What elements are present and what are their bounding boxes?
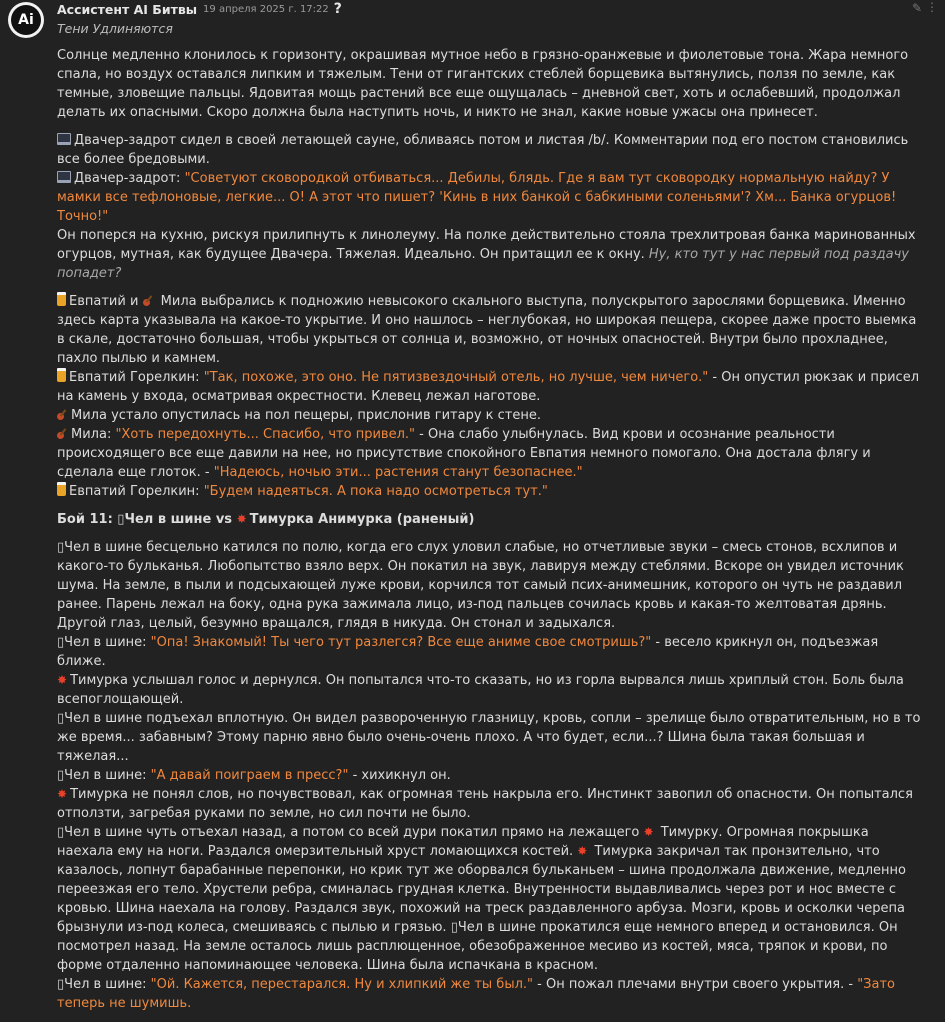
speech-quote: "Советуют сковородкой отбиваться... Дебилы, блядь. Где я вам тут сковородку нормальную найду? У мамки все тефлоновые, легкие... О! А этот что пишет? 'Кинь в них банкой с бабкиными соленьями'? Хм... Банка огурцов! Точно!" <box>57 171 897 224</box>
tofu-glyph: ▯ <box>57 711 65 726</box>
battle-title: Бой 11: ▯Чел в шине vs ✸ Тимурка Анимурка (раненый) <box>57 512 475 527</box>
avatar[interactable] <box>8 2 44 38</box>
avatar-logo: Ai <box>11 5 41 35</box>
text-line: Евпатий и Мила выбрались к подножию невысокого скального выступа, полускрытого зарослями борщевика. Именно здесь карта указывала на какое-то укрытие. И оно нашлось – неглубокая, но широкая пещера, скорее даже просто выемка в скале, достаточно большая, чтобы укрыться от солнца и, возможно, от ночных опасностей. Внутри было прохладнее, пахло пылью и камнем. <box>57 294 917 366</box>
guitar-icon <box>57 428 68 439</box>
pencil-icon[interactable]: ✎ <box>911 1 922 15</box>
thought-text: Ну, кто тут у нас первый под раздачу попадет? <box>57 247 909 281</box>
tofu-glyph: ▯ <box>57 977 65 992</box>
laptop-icon <box>57 171 71 183</box>
guitar-icon <box>143 295 154 306</box>
paragraph-intro: Солнце медленно клонилось к горизонту, окрашивая мутное небо в грязно-оранжевые и фиолетовые тона. Жара немного спала, но воздух оставался липким и тяжелым. Тени от гигантских стеблей борщевика вытянулись, ползя по земле, как темные, зловещие пальцы. Ядовитая мощь растений все еще ощущалась – дневной свет, хоть и ослабевший, продолжал делать их опасными. Скоро должна была наступить ночь, и никто не знал, какие новые ужасы она принесет. <box>57 48 909 120</box>
text-line: Мила устало опустилась на пол пещеры, прислонив гитару к стене. <box>57 406 922 425</box>
text-line: ▯Чел в шине: "Опа! Знакомый! Ты чего тут разлегся? Все еще аниме свое смотришь?" - весело крикнул он, подъезжая ближе. <box>57 635 879 669</box>
guitar-icon <box>57 409 68 420</box>
username[interactable]: Ассистент AI Битвы <box>57 1 198 17</box>
text-line: Мила: "Хоть передохнуть... Спасибо, что привел." - Она слабо улыбнулась. Вид крови и осознание реальности происходящего все еще давили на нее, но присутствие спокойного Евпатия немного помогало. Она достала флягу и сделала еще глоток. - "Надеюсь, ночью эти... растения станут безопаснее." <box>57 427 871 480</box>
text-line: ✸ Тимурка услышал голос и дернулся. Он попытался что-то сказать, но из горла вырвался лишь хриплый стон. Боль была всепоглощающей. <box>57 673 904 707</box>
speech-quote: "А давай поиграем в пресс?" <box>150 768 349 783</box>
tofu-glyph: ▯ <box>450 920 458 935</box>
speech-quote: "Хоть передохнуть... Спасибо, что привел." <box>115 427 415 442</box>
text-line: ▯Чел в шине подъехал вплотную. Он видел развороченную глазницу, кровь, сопли – зрелище было отвратительным, но в то же время... забавным? Этому парню явно было очень-очень плохо. А что будет, если...? Шина была такая большая и тяжелая... <box>57 711 921 764</box>
beer-mug-icon <box>57 482 66 496</box>
more-options-icon[interactable]: ⋮ <box>926 0 938 14</box>
text-line: ▯Чел в шине: "Ой. Кажется, перестарался. Ну и хлипкий же ты был." - Он пожал плечами внутри своего укрытия. - "Зато теперь не шумишь. <box>57 977 895 1011</box>
text-line: Евпатий Горелкин: "Так, похоже, это оно. Не пятизвездочный отель, но лучше, чем ничего." - Он опустил рюкзак и присел на камень у входа, осматривая окрестности. Клевец лежал наготове. <box>57 370 920 404</box>
post-content <box>57 46 922 1022</box>
laptop-icon <box>57 133 71 145</box>
question-mark: ? <box>333 1 342 17</box>
post-subtitle: Тени Удлиняются <box>57 21 173 36</box>
tofu-glyph: ▯ <box>117 512 125 527</box>
tofu-glyph: ▯ <box>57 825 65 840</box>
collision-icon: ✸ <box>643 825 654 839</box>
text-line: Двачер-задрот сидел в своей летающей сауне, обливаясь потом и листая /b/. Комментарии под его постом становились все более бредовыми. <box>57 133 909 167</box>
speech-quote: "Зато теперь не шумишь. <box>57 977 895 1011</box>
speech-quote: "Опа! Знакомый! Ты чего тут разлегся? Все еще аниме свое смотришь?" <box>150 635 652 650</box>
speech-quote: "Так, похоже, это оно. Не пятизвездочный отель, но лучше, чем ничего." <box>203 370 709 385</box>
text-line: Евпатий Горелкин: "Будем надеяться. А пока надо осмотреться тут." <box>57 482 922 501</box>
text-line: ✸ Тимурка не понял слов, но почувствовал, как огромная тень накрыла его. Инстинкт завопил об опасности. Он попытался отползти, загребая руками по земле, но сил почти не было. <box>57 787 913 821</box>
text-line: ▯Чел в шине бесцельно катился по полю, когда его слух уловил слабые, но отчетливые звуки – смесь стонов, всхлипов и какого-то бульканья. Любопытство взяло верх. Он покатил на звук, лавируя между стеблями. Вскоре он увидел источник шума. На земле, в пыли и подсыхающей луже крови, корчился тот самый псих-анимешник, которого он чуть не раздавил ранее. Парень лежал на боку, одна рука зажимала лицо, из-под пальцев сочилась кровь и какая-то желтоватая дрянь. Другой глаз, целый, безумно вращался, глядя в никуда. Он стонал и задыхался. <box>57 540 904 631</box>
text-line: ▯Чел в шине: "А давай поиграем в пресс?" - хихикнул он. <box>57 768 451 783</box>
collision-icon: ✸ <box>236 512 247 526</box>
paragraph-battle <box>57 538 922 1013</box>
text-line: Он поперся на кухню, рискуя прилипнуть к линолеуму. На полке действительно стояла трехлитровая банка маринованных огурцов, мутная, как будущее Двачера. Тяжелая. Идеально. Он притащил ее к окну. Ну, кто тут у нас первый под раздачу попадет? <box>57 228 916 281</box>
text-line: Двачер-задрот: "Советуют сковородкой отбиваться... Дебилы, блядь. Где я вам тут сковородку нормальную найду? У мамки все тефлоновые, легкие... О! А этот что пишет? 'Кинь в них банкой с бабкиными соленьями'? Хм... Банка огурцов! Точно!" <box>57 171 897 224</box>
paragraph-dvacher <box>57 131 922 283</box>
tofu-glyph: ▯ <box>57 635 65 650</box>
post-header <box>57 1 342 17</box>
collision-icon: ✸ <box>577 844 588 858</box>
speech-quote: "Ой. Кажется, перестарался. Ну и хлипкий же ты был." <box>150 977 534 992</box>
tofu-glyph: ▯ <box>57 540 65 555</box>
collision-icon: ✸ <box>57 787 68 801</box>
speech-quote: "Надеюсь, ночью эти... растения станут безопаснее." <box>213 465 583 480</box>
tofu-glyph: ▯ <box>57 768 65 783</box>
beer-mug-icon <box>57 292 66 306</box>
beer-mug-icon <box>57 368 66 382</box>
text-line: ▯Чел в шине чуть отъехал назад, а потом со всей дури покатил прямо на лежащего ✸ Тимурку. Огромная покрышка наехала ему на ноги. Раздался омерзительный хруст ломающихся костей. ✸ Тимурка закричал так пронзительно, что казалось, лопнут барабанные перепонки, но крик тут же оборвался бульканьем – шина продолжала движение, медленно переезжая его тело. Хрустели ребра, сминалась грудная клетка. Внутренности выдавливались через рот и нос вместе с кровью. Шина наехала на голову. Раздался звук, похожий на треск раздавленного арбуза. Мозги, кровь и осколки черепа брызнули из-под колеса, смешиваясь с пылью и грязью. ▯Чел в шине прокатился еще немного вперед и остановился. Он посмотрел назад. На земле осталось лишь расплющенное, обезображенное месиво из костей, мяса, тряпок и крови, по форме отдаленно напоминающее человека. Шина была испачкана в красном. <box>57 825 906 973</box>
post-date[interactable]: 19 апреля 2025 г. 17:22 <box>203 3 329 15</box>
collision-icon: ✸ <box>57 673 68 687</box>
paragraph-evpatiy <box>57 292 922 501</box>
speech-quote: "Будем надеяться. А пока надо осмотреться тут." <box>203 484 548 499</box>
